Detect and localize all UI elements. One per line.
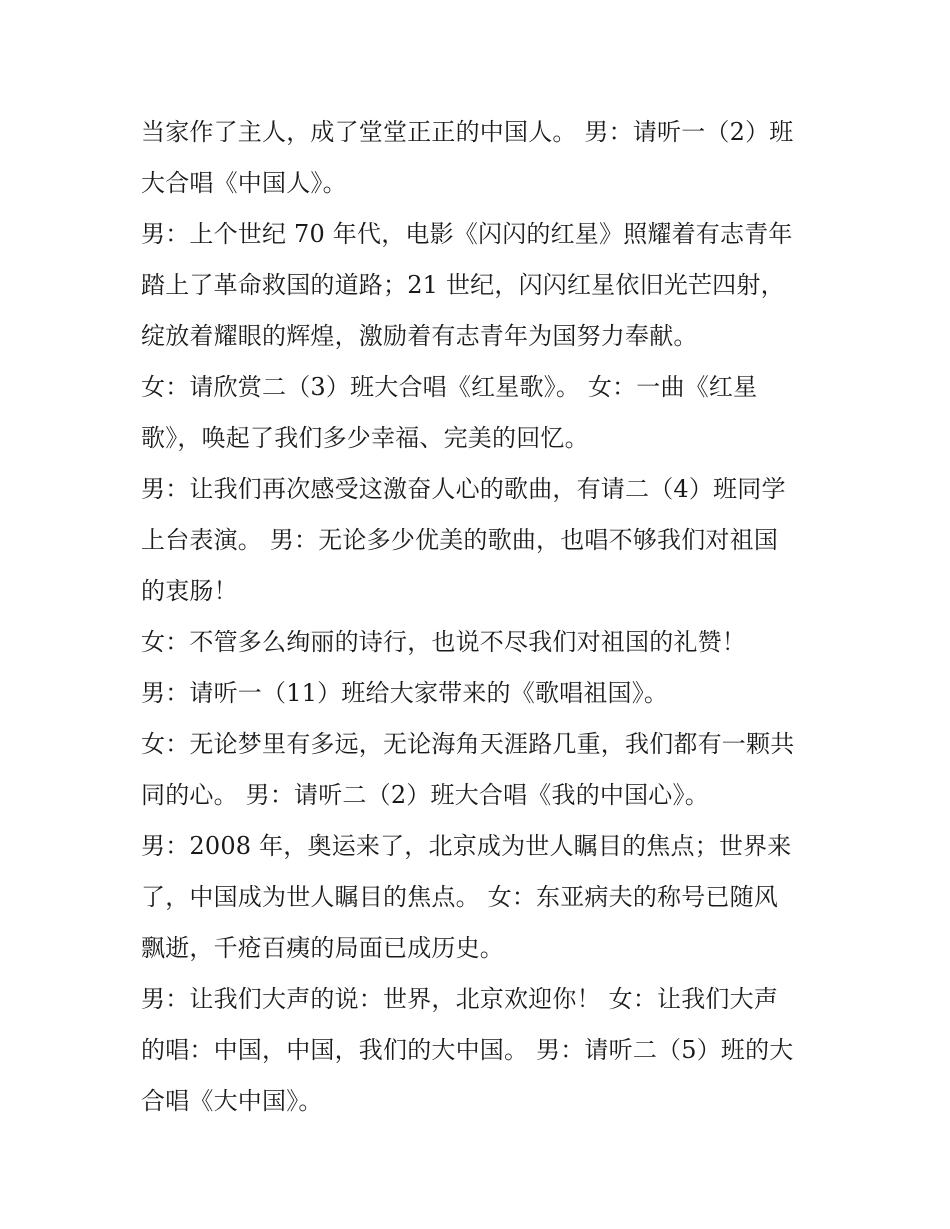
text-line: 上台表演。 男：无论多少优美的歌曲，也唱不够我们对祖国 xyxy=(141,526,779,554)
text-line: 女：不管多么绚丽的诗行，也说不尽我们对祖国的礼赞！ xyxy=(141,628,746,656)
text-line: 的唱：中国，中国，我们的大中国。 男：请听二（5）班的大 xyxy=(141,1036,794,1064)
text-line: 同的心。 男：请听二（2）班大合唱《我的中国心》。 xyxy=(141,781,709,809)
text-line: 的衷肠！ xyxy=(141,577,238,605)
document-body xyxy=(141,107,821,1127)
text-line: 踏上了革命救国的道路；21 世纪，闪闪红星依旧光芒四射， xyxy=(141,271,785,299)
text-line: 女：无论梦里有多远，无论海角天涯路几重，我们都有一颗共 xyxy=(141,730,795,758)
text-line: 男：让我们再次感受这激奋人心的歌曲，有请二（4）班同学 xyxy=(141,475,786,503)
text-line: 大合唱《中国人》。 xyxy=(141,169,347,197)
text-line: 女：请欣赏二（3）班大合唱《红星歌》。 女：一曲《红星 xyxy=(141,373,758,401)
text-line: 男：请听一（11）班给大家带来的《歌唱祖国》。 xyxy=(141,679,669,707)
text-line: 绽放着耀眼的辉煌，激励着有志青年为国努力奉献。 xyxy=(141,322,698,350)
text-line: 男：让我们大声的说：世界，北京欢迎你！ 女：让我们大声 xyxy=(141,985,779,1013)
text-line: 男：2008 年，奥运来了，北京成为世人瞩目的焦点；世界来 xyxy=(141,832,792,860)
text-line: 当家作了主人，成了堂堂正正的中国人。 男：请听一（2）班 xyxy=(141,118,794,146)
text-line: 了，中国成为世人瞩目的焦点。 女：东亚病夫的称号已随风 xyxy=(141,883,779,911)
text-line: 合唱《大中国》。 xyxy=(141,1087,323,1115)
text-line: 飘逝，千疮百痍的局面已成历史。 xyxy=(141,934,504,962)
text-line: 男：上个世纪 70 年代，电影《闪闪的红星》照耀着有志青年 xyxy=(141,220,793,248)
text-line: 歌》，唤起了我们多少幸福、完美的回忆。 xyxy=(141,424,589,452)
